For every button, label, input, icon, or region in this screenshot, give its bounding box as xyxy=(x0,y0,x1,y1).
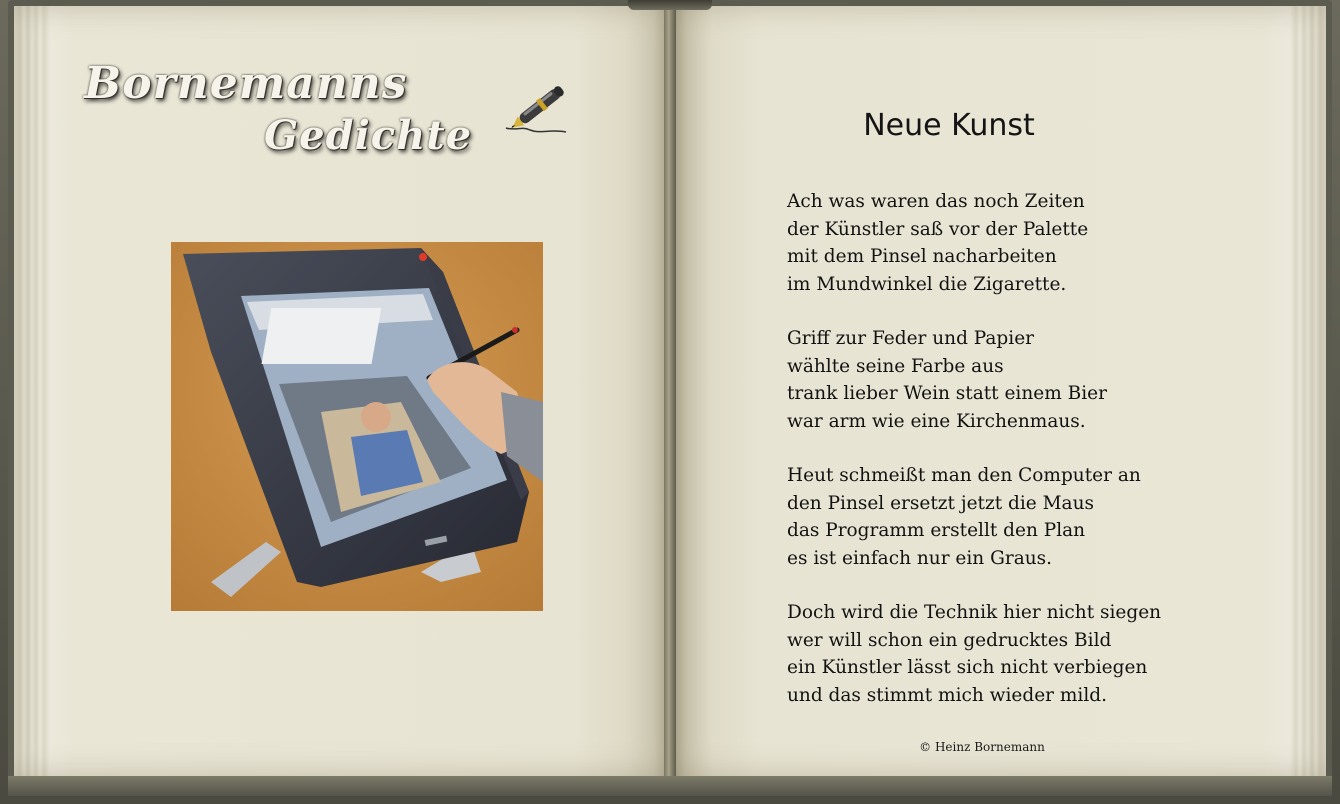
pen-tablet-artist-image xyxy=(171,242,543,611)
poem-line: trank lieber Wein statt einem Bier xyxy=(787,383,1107,404)
poem-line: Heut schmeißt man den Computer an xyxy=(787,465,1141,486)
stanza-4 xyxy=(787,599,1247,709)
stanza-2 xyxy=(787,325,1247,435)
poem-line: der Künstler saß vor der Palette xyxy=(787,218,1089,240)
poem-line: wählte seine Farbe aus xyxy=(787,355,1004,377)
poem-line: das Programm erstellt den Plan xyxy=(787,520,1086,541)
poem-line: den Pinsel ersetzt jetzt die Maus xyxy=(787,492,1094,514)
poem-line: Ach was waren das noch Zeiten xyxy=(787,191,1085,212)
poem-line: ein Künstler lässt sich nicht verbiegen xyxy=(787,657,1148,678)
stanza-1 xyxy=(787,188,1247,298)
poem-line: mit dem Pinsel nacharbeiten xyxy=(787,246,1057,267)
poem-line: im Mundwinkel die Zigarette. xyxy=(787,273,1067,295)
spine-clasp xyxy=(628,0,712,10)
poem-line: Griff zur Feder und Papier xyxy=(787,328,1034,349)
book-bottom-edge xyxy=(8,776,1332,796)
logo-line-2: Gedichte xyxy=(264,112,473,159)
poem-body xyxy=(787,188,1247,736)
fountain-pen-icon xyxy=(500,74,576,140)
poem-line: es ist einfach nur ein Graus. xyxy=(787,547,1053,569)
copyright-notice: © Heinz Bornemann xyxy=(919,740,1045,754)
poem-line: und das stimmt mich wieder mild. xyxy=(787,684,1107,706)
stanza-3 xyxy=(787,462,1247,572)
poem-title: Neue Kunst xyxy=(863,108,1035,143)
site-logo[interactable] xyxy=(82,54,473,164)
poem-line: Doch wird die Technik hier nicht siegen xyxy=(787,602,1162,623)
logo-line-1: Bornemanns xyxy=(84,58,408,109)
poem-line: wer will schon ein gedrucktes Bild xyxy=(787,629,1112,651)
poem-line: war arm wie eine Kirchenmaus. xyxy=(787,410,1086,432)
